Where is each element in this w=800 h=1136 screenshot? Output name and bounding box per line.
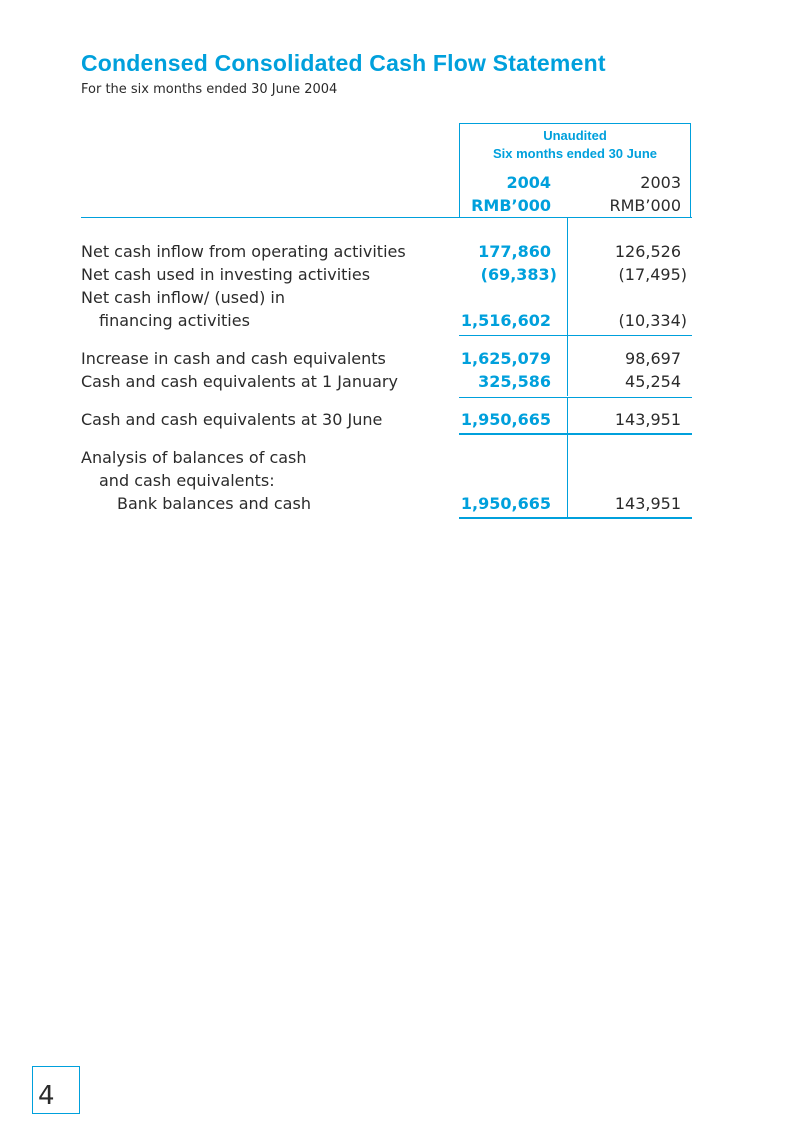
- value-2003-bank-balances: 143,951: [614, 494, 681, 513]
- value-2004-operating: 177,860: [478, 242, 551, 261]
- period-label: Six months ended 30 June: [493, 146, 657, 161]
- row-label-bank-balances: Bank balances and cash: [117, 494, 311, 513]
- value-2003-investing: (17,495): [618, 265, 687, 284]
- value-2003-at-january: 45,254: [625, 372, 681, 391]
- value-2003-financing: (10,334): [618, 311, 687, 330]
- value-2003-operating: 126,526: [614, 242, 681, 261]
- subtotal-rule: [459, 335, 692, 336]
- unit-2004-header: RMB’000: [471, 196, 551, 215]
- row-label-analysis-line2: and cash equivalents:: [99, 471, 275, 490]
- row-label-at-june: Cash and cash equivalents at 30 June: [81, 410, 383, 429]
- row-label-financing-line2: financing activities: [99, 311, 250, 330]
- value-2004-at-january: 325,586: [478, 372, 551, 391]
- total-rule: [459, 517, 692, 519]
- year-2004-header: 2004: [506, 173, 551, 192]
- header-rule: [81, 217, 692, 218]
- row-label-at-january: Cash and cash equivalents at 1 January: [81, 372, 398, 391]
- value-2004-at-june: 1,950,665: [460, 410, 551, 429]
- page-number: 4: [32, 1066, 80, 1114]
- row-label-analysis-line1: Analysis of balances of cash: [81, 448, 307, 467]
- value-2004-investing: (69,383): [480, 265, 557, 284]
- value-2003-at-june: 143,951: [614, 410, 681, 429]
- page-subtitle: For the six months ended 30 June 2004: [81, 82, 338, 97]
- value-2003-increase: 98,697: [625, 349, 681, 368]
- value-2004-financing: 1,516,602: [460, 311, 551, 330]
- row-label-operating: Net cash inflow from operating activities: [81, 242, 406, 261]
- row-label-increase: Increase in cash and cash equivalents: [81, 349, 386, 368]
- subtotal-rule: [459, 397, 692, 398]
- value-2004-bank-balances: 1,950,665: [460, 494, 551, 513]
- year-2003-header: 2003: [640, 173, 681, 192]
- page-title: Condensed Consolidated Cash Flow Statement: [81, 50, 606, 76]
- row-label-financing-line1: Net cash inflow/ (used) in: [81, 288, 285, 307]
- row-label-investing: Net cash used in investing activities: [81, 265, 371, 284]
- value-2004-increase: 1,625,079: [460, 349, 551, 368]
- unaudited-label: Unaudited: [543, 128, 607, 143]
- unit-2003-header: RMB’000: [609, 196, 681, 215]
- total-rule: [459, 433, 692, 435]
